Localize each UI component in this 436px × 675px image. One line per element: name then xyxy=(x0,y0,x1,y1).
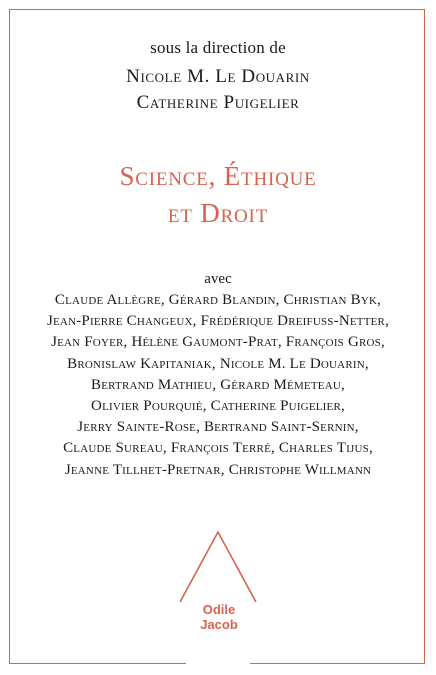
avec-label: avec xyxy=(204,271,232,287)
editor-name: Nicole M. Le Douarin xyxy=(126,66,310,87)
contributors-line: Claude Sureau, François Terré, Charles Tijus, xyxy=(63,440,373,457)
direction-label: sous la direction de xyxy=(150,38,286,57)
title-line: Science, Éthique xyxy=(119,161,317,191)
publisher-name xyxy=(189,602,249,632)
contributors-line: Olivier Pourquié, Catherine Puigelier, xyxy=(91,398,345,415)
contributors-line: Bronislaw Kapitaniak, Nicole M. Le Douarin, xyxy=(67,355,369,372)
contributors-line: Claude Allègre, Gérard Blandin, Christian Byk, xyxy=(54,292,382,308)
contributors-line: Bertrand Mathieu, Gérard Mémeteau, xyxy=(91,376,345,393)
contributors-line: Jerry Sainte-Rose, Bertrand Saint-Sernin, xyxy=(77,419,359,436)
publisher-name-line: Odile xyxy=(202,602,236,617)
contributors-line: Jean-Pierre Changeux, Frédérique Dreifuss-Netter, xyxy=(46,313,390,330)
editor-name: Catherine Puigelier xyxy=(136,92,300,113)
title-line: et Droit xyxy=(167,198,269,228)
contributors-line: Jeanne Tillhet-Pretnar, Christophe Willmann xyxy=(64,461,372,478)
contributors-line: Jean Foyer, Hélène Gaumont-Prat, François Gros, xyxy=(51,334,385,351)
publisher-name-line: Jacob xyxy=(200,617,238,632)
